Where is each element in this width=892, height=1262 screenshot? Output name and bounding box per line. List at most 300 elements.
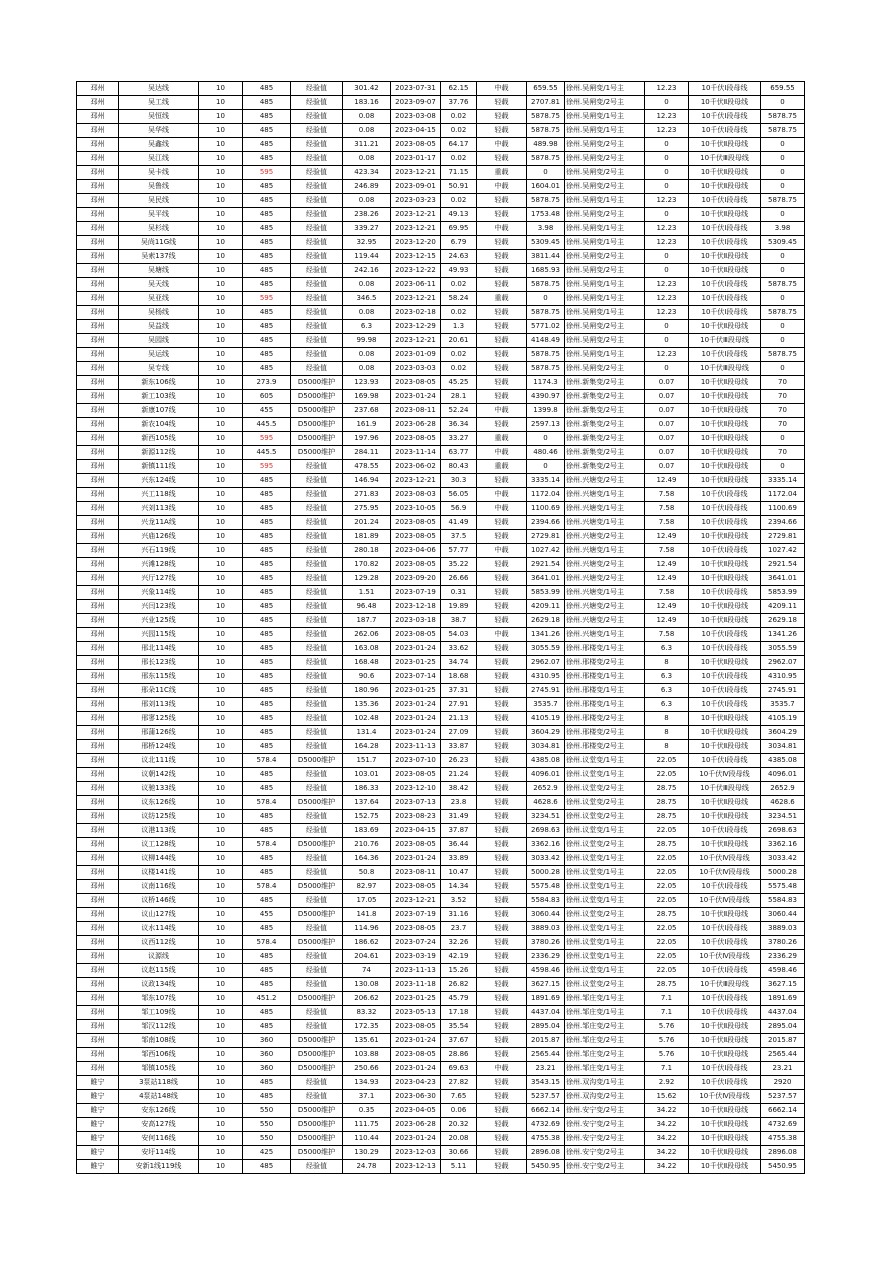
cell-available: 4732.69 <box>761 1118 805 1132</box>
cell-load-rate: 5.11 <box>441 1160 477 1174</box>
cell-bus-section: 10千伏Ⅱ段母线 <box>689 264 761 278</box>
cell-current: 152.75 <box>343 810 391 824</box>
cell-source: D5000维护 <box>291 376 343 390</box>
cell-spare-capacity: 4598.46 <box>527 964 565 978</box>
cell-line-name: 吴鑫线 <box>119 138 199 152</box>
cell-district: 邳州 <box>77 432 119 446</box>
cell-bus-section: 10千伏Ⅰ段母线 <box>689 1076 761 1090</box>
cell-transformer: 徐州.吴闸变/1号主 <box>565 292 645 306</box>
cell-date: 2023-03-18 <box>391 614 441 628</box>
cell-capacity: 485 <box>243 684 291 698</box>
table-row <box>77 656 805 670</box>
cell-date: 2023-07-13 <box>391 796 441 810</box>
cell-current: 0.08 <box>343 348 391 362</box>
cell-load-status: 轻载 <box>477 684 527 698</box>
cell-source: 经验值 <box>291 516 343 530</box>
cell-line-name: 议山127线 <box>119 908 199 922</box>
cell-load-rate: 26.82 <box>441 978 477 992</box>
cell-date: 2023-09-20 <box>391 572 441 586</box>
cell-load-rate: 35.22 <box>441 558 477 572</box>
table-row <box>77 1090 805 1104</box>
table-row <box>77 516 805 530</box>
cell-source: 经验值 <box>291 740 343 754</box>
cell-current: 83.32 <box>343 1006 391 1020</box>
cell-district: 邳州 <box>77 488 119 502</box>
cell-capacity: 485 <box>243 1076 291 1090</box>
cell-current: 169.98 <box>343 390 391 404</box>
cell-available: 5584.83 <box>761 894 805 908</box>
cell-transformer-value: 12.23 <box>645 236 689 250</box>
cell-available: 0 <box>761 320 805 334</box>
cell-available: 0 <box>761 208 805 222</box>
cell-source: 经验值 <box>291 922 343 936</box>
cell-voltage: 10 <box>199 292 243 306</box>
cell-available: 23.21 <box>761 1062 805 1076</box>
cell-voltage: 10 <box>199 362 243 376</box>
cell-district: 邳州 <box>77 740 119 754</box>
cell-available: 5237.57 <box>761 1090 805 1104</box>
cell-capacity: 485 <box>243 222 291 236</box>
cell-capacity: 485 <box>243 530 291 544</box>
cell-transformer-value: 0 <box>645 208 689 222</box>
cell-bus-section: 10千伏Ⅰ段母线 <box>689 236 761 250</box>
table-row <box>77 362 805 376</box>
cell-voltage: 10 <box>199 110 243 124</box>
table-row <box>77 1104 805 1118</box>
cell-current: 74 <box>343 964 391 978</box>
cell-load-rate: 41.49 <box>441 516 477 530</box>
cell-source: D5000维护 <box>291 1132 343 1146</box>
cell-load-rate: 33.62 <box>441 642 477 656</box>
cell-date: 2023-07-19 <box>391 908 441 922</box>
cell-date: 2023-01-17 <box>391 152 441 166</box>
cell-spare-capacity: 5237.57 <box>527 1090 565 1104</box>
cell-available: 1341.26 <box>761 628 805 642</box>
cell-current: 6.3 <box>343 320 391 334</box>
cell-bus-section: 10千伏Ⅰ段母线 <box>689 502 761 516</box>
cell-available: 2920 <box>761 1076 805 1090</box>
cell-line-name: 兴厅127线 <box>119 572 199 586</box>
cell-bus-section: 10千伏Ⅱ段母线 <box>689 600 761 614</box>
cell-district: 邳州 <box>77 586 119 600</box>
cell-current: 1.51 <box>343 586 391 600</box>
cell-district: 邳州 <box>77 208 119 222</box>
cell-source: 经验值 <box>291 152 343 166</box>
cell-transformer: 徐州.兴塘变/2号主 <box>565 530 645 544</box>
cell-bus-section: 10千伏Ⅰ段母线 <box>689 222 761 236</box>
cell-spare-capacity: 0 <box>527 292 565 306</box>
cell-transformer-value: 7.58 <box>645 488 689 502</box>
cell-available: 70 <box>761 404 805 418</box>
cell-bus-section: 10千伏Ⅱ段母线 <box>689 1132 761 1146</box>
cell-load-rate: 31.49 <box>441 810 477 824</box>
cell-source: D5000维护 <box>291 404 343 418</box>
cell-transformer-value: 7.1 <box>645 1062 689 1076</box>
table-row <box>77 740 805 754</box>
cell-date: 2023-01-24 <box>391 642 441 656</box>
cell-voltage: 10 <box>199 1034 243 1048</box>
cell-transformer-value: 0 <box>645 152 689 166</box>
cell-current: 110.44 <box>343 1132 391 1146</box>
cell-load-status: 中载 <box>477 502 527 516</box>
table-row <box>77 684 805 698</box>
cell-date: 2023-07-31 <box>391 82 441 96</box>
cell-spare-capacity: 1604.01 <box>527 180 565 194</box>
cell-line-name: 邢刘113线 <box>119 698 199 712</box>
cell-transformer: 徐州.议堂变/2号主 <box>565 810 645 824</box>
cell-spare-capacity: 1027.42 <box>527 544 565 558</box>
cell-district: 邳州 <box>77 796 119 810</box>
cell-district: 睢宁 <box>77 1132 119 1146</box>
cell-load-status: 轻载 <box>477 1048 527 1062</box>
cell-transformer-value: 0 <box>645 334 689 348</box>
cell-source: 经验值 <box>291 460 343 474</box>
cell-voltage: 10 <box>199 1090 243 1104</box>
cell-source: 经验值 <box>291 964 343 978</box>
cell-transformer: 徐州.吴闸变/2号主 <box>565 208 645 222</box>
cell-line-name: 邹东107线 <box>119 992 199 1006</box>
cell-current: 204.61 <box>343 950 391 964</box>
cell-spare-capacity: 5584.83 <box>527 894 565 908</box>
cell-available: 4310.95 <box>761 670 805 684</box>
cell-load-status: 轻载 <box>477 278 527 292</box>
cell-transformer: 徐州.吴闸变/2号主 <box>565 362 645 376</box>
cell-load-rate: 20.32 <box>441 1118 477 1132</box>
cell-source: D5000维护 <box>291 838 343 852</box>
cell-load-rate: 37.87 <box>441 824 477 838</box>
cell-current: 183.69 <box>343 824 391 838</box>
cell-spare-capacity: 5853.99 <box>527 586 565 600</box>
cell-available: 0 <box>761 264 805 278</box>
cell-voltage: 10 <box>199 334 243 348</box>
cell-source: 经验值 <box>291 1020 343 1034</box>
cell-current: 0.08 <box>343 124 391 138</box>
cell-bus-section: 10千伏Ⅰ段母线 <box>689 1006 761 1020</box>
cell-current: 129.28 <box>343 572 391 586</box>
cell-load-rate: 45.79 <box>441 992 477 1006</box>
cell-transformer-value: 0 <box>645 166 689 180</box>
cell-available: 3641.01 <box>761 572 805 586</box>
cell-capacity: 485 <box>243 1006 291 1020</box>
table-row <box>77 614 805 628</box>
cell-current: 131.4 <box>343 726 391 740</box>
cell-bus-section: 10千伏Ⅰ段母线 <box>689 992 761 1006</box>
cell-load-rate: 28.1 <box>441 390 477 404</box>
cell-current: 250.66 <box>343 1062 391 1076</box>
cell-bus-section: 10千伏Ⅱ段母线 <box>689 1020 761 1034</box>
cell-load-status: 轻载 <box>477 726 527 740</box>
cell-capacity: 485 <box>243 194 291 208</box>
cell-line-name: 邢桥124线 <box>119 740 199 754</box>
cell-spare-capacity: 1685.93 <box>527 264 565 278</box>
cell-load-rate: 27.91 <box>441 698 477 712</box>
table-row <box>77 1146 805 1160</box>
cell-district: 邳州 <box>77 530 119 544</box>
table-row <box>77 236 805 250</box>
cell-current: 271.83 <box>343 488 391 502</box>
cell-source: 经验值 <box>291 1076 343 1090</box>
cell-capacity: 485 <box>243 824 291 838</box>
cell-source: 经验值 <box>291 222 343 236</box>
cell-spare-capacity: 3780.26 <box>527 936 565 950</box>
cell-date: 2023-12-21 <box>391 292 441 306</box>
cell-load-status: 轻载 <box>477 768 527 782</box>
cell-district: 邳州 <box>77 376 119 390</box>
cell-source: 经验值 <box>291 208 343 222</box>
cell-line-name: 议西112线 <box>119 936 199 950</box>
cell-voltage: 10 <box>199 964 243 978</box>
table-row <box>77 390 805 404</box>
cell-capacity: 485 <box>243 950 291 964</box>
cell-current: 130.29 <box>343 1146 391 1160</box>
cell-current: 103.01 <box>343 768 391 782</box>
cell-available: 4598.46 <box>761 964 805 978</box>
cell-date: 2023-03-23 <box>391 194 441 208</box>
cell-voltage: 10 <box>199 488 243 502</box>
cell-date: 2023-12-15 <box>391 250 441 264</box>
cell-date: 2023-12-10 <box>391 782 441 796</box>
cell-bus-section: 10千伏Ⅲ段母线 <box>689 152 761 166</box>
cell-transformer-value: 6.3 <box>645 642 689 656</box>
cell-source: D5000维护 <box>291 1034 343 1048</box>
cell-current: 135.36 <box>343 698 391 712</box>
cell-source: 经验值 <box>291 768 343 782</box>
cell-transformer-value: 5.76 <box>645 1048 689 1062</box>
cell-date: 2023-06-28 <box>391 418 441 432</box>
cell-load-rate: 42.19 <box>441 950 477 964</box>
cell-spare-capacity: 4105.19 <box>527 712 565 726</box>
cell-date: 2023-01-25 <box>391 656 441 670</box>
cell-line-name: 邹西106线 <box>119 1048 199 1062</box>
cell-transformer: 徐州.兴塘变/2号主 <box>565 474 645 488</box>
cell-transformer: 徐州.吴闸变/2号主 <box>565 152 645 166</box>
cell-date: 2023-08-05 <box>391 530 441 544</box>
cell-bus-section: 10千伏Ⅱ段母线 <box>689 250 761 264</box>
cell-load-status: 轻载 <box>477 866 527 880</box>
cell-load-status: 轻载 <box>477 558 527 572</box>
cell-transformer-value: 2.92 <box>645 1076 689 1090</box>
cell-spare-capacity: 3033.42 <box>527 852 565 866</box>
table-row <box>77 502 805 516</box>
cell-date: 2023-08-05 <box>391 432 441 446</box>
cell-source: D5000维护 <box>291 1104 343 1118</box>
cell-date: 2023-06-02 <box>391 460 441 474</box>
cell-spare-capacity: 4148.49 <box>527 334 565 348</box>
cell-capacity: 485 <box>243 670 291 684</box>
cell-load-rate: 0.02 <box>441 152 477 166</box>
cell-source: 经验值 <box>291 1160 343 1174</box>
cell-transformer-value: 28.75 <box>645 908 689 922</box>
table-row <box>77 824 805 838</box>
cell-voltage: 10 <box>199 404 243 418</box>
cell-load-status: 轻载 <box>477 516 527 530</box>
table-row <box>77 334 805 348</box>
cell-transformer-value: 22.05 <box>645 768 689 782</box>
cell-voltage: 10 <box>199 712 243 726</box>
cell-available: 3034.81 <box>761 740 805 754</box>
cell-load-rate: 37.5 <box>441 530 477 544</box>
cell-current: 37.1 <box>343 1090 391 1104</box>
cell-date: 2023-08-05 <box>391 558 441 572</box>
cell-voltage: 10 <box>199 1006 243 1020</box>
cell-capacity: 578.4 <box>243 880 291 894</box>
cell-date: 2023-08-11 <box>391 866 441 880</box>
cell-voltage: 10 <box>199 166 243 180</box>
cell-transformer: 徐州.议堂变/1号主 <box>565 894 645 908</box>
cell-source: 经验值 <box>291 334 343 348</box>
cell-transformer-value: 0 <box>645 96 689 110</box>
cell-voltage: 10 <box>199 82 243 96</box>
cell-voltage: 10 <box>199 306 243 320</box>
cell-bus-section: 10千伏Ⅰ段母线 <box>689 922 761 936</box>
cell-line-name: 新镇111线 <box>119 460 199 474</box>
cell-spare-capacity: 5450.95 <box>527 1160 565 1174</box>
cell-current: 90.6 <box>343 670 391 684</box>
cell-current: 311.21 <box>343 138 391 152</box>
cell-transformer-value: 22.05 <box>645 922 689 936</box>
cell-voltage: 10 <box>199 152 243 166</box>
cell-source: D5000维护 <box>291 796 343 810</box>
cell-transformer-value: 12.49 <box>645 474 689 488</box>
table-row <box>77 908 805 922</box>
cell-load-status: 中载 <box>477 180 527 194</box>
cell-spare-capacity: 5878.75 <box>527 362 565 376</box>
cell-transformer-value: 12.49 <box>645 572 689 586</box>
cell-line-name: 邢东115线 <box>119 670 199 684</box>
cell-spare-capacity: 2336.29 <box>527 950 565 964</box>
cell-bus-section: 10千伏Ⅰ段母线 <box>689 586 761 600</box>
cell-district: 邳州 <box>77 614 119 628</box>
table-row <box>77 124 805 138</box>
cell-transformer: 徐州.吴闸变/2号主 <box>565 96 645 110</box>
cell-load-status: 轻载 <box>477 978 527 992</box>
cell-transformer: 徐州.吴闸变/2号主 <box>565 334 645 348</box>
cell-available: 2729.81 <box>761 530 805 544</box>
cell-available: 5878.75 <box>761 194 805 208</box>
cell-bus-section: 10千伏Ⅰ段母线 <box>689 670 761 684</box>
cell-load-rate: 33.89 <box>441 852 477 866</box>
cell-line-name: 吴天线 <box>119 278 199 292</box>
cell-voltage: 10 <box>199 1160 243 1174</box>
cell-available: 2565.44 <box>761 1048 805 1062</box>
cell-district: 邳州 <box>77 712 119 726</box>
cell-date: 2023-01-24 <box>391 1132 441 1146</box>
cell-voltage: 10 <box>199 124 243 138</box>
cell-spare-capacity: 659.55 <box>527 82 565 96</box>
cell-spare-capacity: 0 <box>527 460 565 474</box>
cell-bus-section: 10千伏Ⅱ段母线 <box>689 726 761 740</box>
cell-spare-capacity: 489.98 <box>527 138 565 152</box>
cell-transformer-value: 6.3 <box>645 670 689 684</box>
cell-source: D5000维护 <box>291 936 343 950</box>
cell-district: 邳州 <box>77 894 119 908</box>
cell-voltage: 10 <box>199 572 243 586</box>
cell-spare-capacity: 3060.44 <box>527 908 565 922</box>
cell-spare-capacity: 1891.69 <box>527 992 565 1006</box>
cell-bus-section: 10千伏Ⅱ段母线 <box>689 796 761 810</box>
cell-source: 经验值 <box>291 642 343 656</box>
cell-bus-section: 10千伏Ⅱ段母线 <box>689 96 761 110</box>
cell-load-rate: 63.77 <box>441 446 477 460</box>
cell-load-rate: 36.34 <box>441 418 477 432</box>
cell-line-name: 新西105线 <box>119 432 199 446</box>
cell-load-status: 轻载 <box>477 838 527 852</box>
cell-source: 经验值 <box>291 82 343 96</box>
table-row <box>77 838 805 852</box>
cell-district: 邳州 <box>77 656 119 670</box>
cell-bus-section: 10千伏Ⅳ段母线 <box>689 894 761 908</box>
cell-capacity: 485 <box>243 642 291 656</box>
cell-load-rate: 21.13 <box>441 712 477 726</box>
cell-available: 659.55 <box>761 82 805 96</box>
cell-capacity: 273.9 <box>243 376 291 390</box>
cell-source: 经验值 <box>291 530 343 544</box>
table-row <box>77 1048 805 1062</box>
cell-voltage: 10 <box>199 838 243 852</box>
cell-transformer-value: 8 <box>645 726 689 740</box>
table-row <box>77 544 805 558</box>
cell-district: 邳州 <box>77 516 119 530</box>
cell-district: 邳州 <box>77 96 119 110</box>
cell-line-name: 邹镇105线 <box>119 1062 199 1076</box>
cell-available: 5000.28 <box>761 866 805 880</box>
cell-voltage: 10 <box>199 698 243 712</box>
table-row <box>77 558 805 572</box>
cell-spare-capacity: 1399.8 <box>527 404 565 418</box>
cell-bus-section: 10千伏Ⅱ段母线 <box>689 656 761 670</box>
cell-voltage: 10 <box>199 1118 243 1132</box>
cell-transformer-value: 6.3 <box>645 684 689 698</box>
feeder-load-table <box>76 81 805 1174</box>
table-row <box>77 572 805 586</box>
cell-source: 经验值 <box>291 586 343 600</box>
cell-source: 经验值 <box>291 320 343 334</box>
cell-transformer: 徐州.邢楼变/2号主 <box>565 726 645 740</box>
cell-spare-capacity: 4096.01 <box>527 768 565 782</box>
cell-available: 4628.6 <box>761 796 805 810</box>
table-row <box>77 460 805 474</box>
cell-load-rate: 21.24 <box>441 768 477 782</box>
cell-current: 172.35 <box>343 1020 391 1034</box>
cell-transformer: 徐州.新集变/2号主 <box>565 432 645 446</box>
cell-source: 经验值 <box>291 572 343 586</box>
cell-current: 0.35 <box>343 1104 391 1118</box>
cell-district: 邳州 <box>77 124 119 138</box>
cell-load-status: 轻载 <box>477 1104 527 1118</box>
table-row <box>77 964 805 978</box>
cell-transformer: 徐州.吴闸变/2号主 <box>565 180 645 194</box>
cell-line-name: 议港113线 <box>119 824 199 838</box>
cell-district: 邳州 <box>77 698 119 712</box>
cell-current: 0.08 <box>343 306 391 320</box>
cell-capacity: 360 <box>243 1048 291 1062</box>
cell-bus-section: 10千伏Ⅰ段母线 <box>689 306 761 320</box>
cell-load-rate: 56.05 <box>441 488 477 502</box>
cell-bus-section: 10千伏Ⅰ段母线 <box>689 194 761 208</box>
cell-bus-section: 10千伏Ⅱ段母线 <box>689 446 761 460</box>
cell-transformer: 徐州.议堂变/1号主 <box>565 768 645 782</box>
cell-transformer-value: 22.05 <box>645 894 689 908</box>
cell-line-name: 议朝142线 <box>119 768 199 782</box>
cell-load-status: 轻载 <box>477 1020 527 1034</box>
cell-date: 2023-10-05 <box>391 502 441 516</box>
cell-date: 2023-12-22 <box>391 264 441 278</box>
cell-current: 0.08 <box>343 362 391 376</box>
cell-district: 邳州 <box>77 782 119 796</box>
cell-current: 346.5 <box>343 292 391 306</box>
cell-available: 3604.29 <box>761 726 805 740</box>
cell-available: 2896.08 <box>761 1146 805 1160</box>
